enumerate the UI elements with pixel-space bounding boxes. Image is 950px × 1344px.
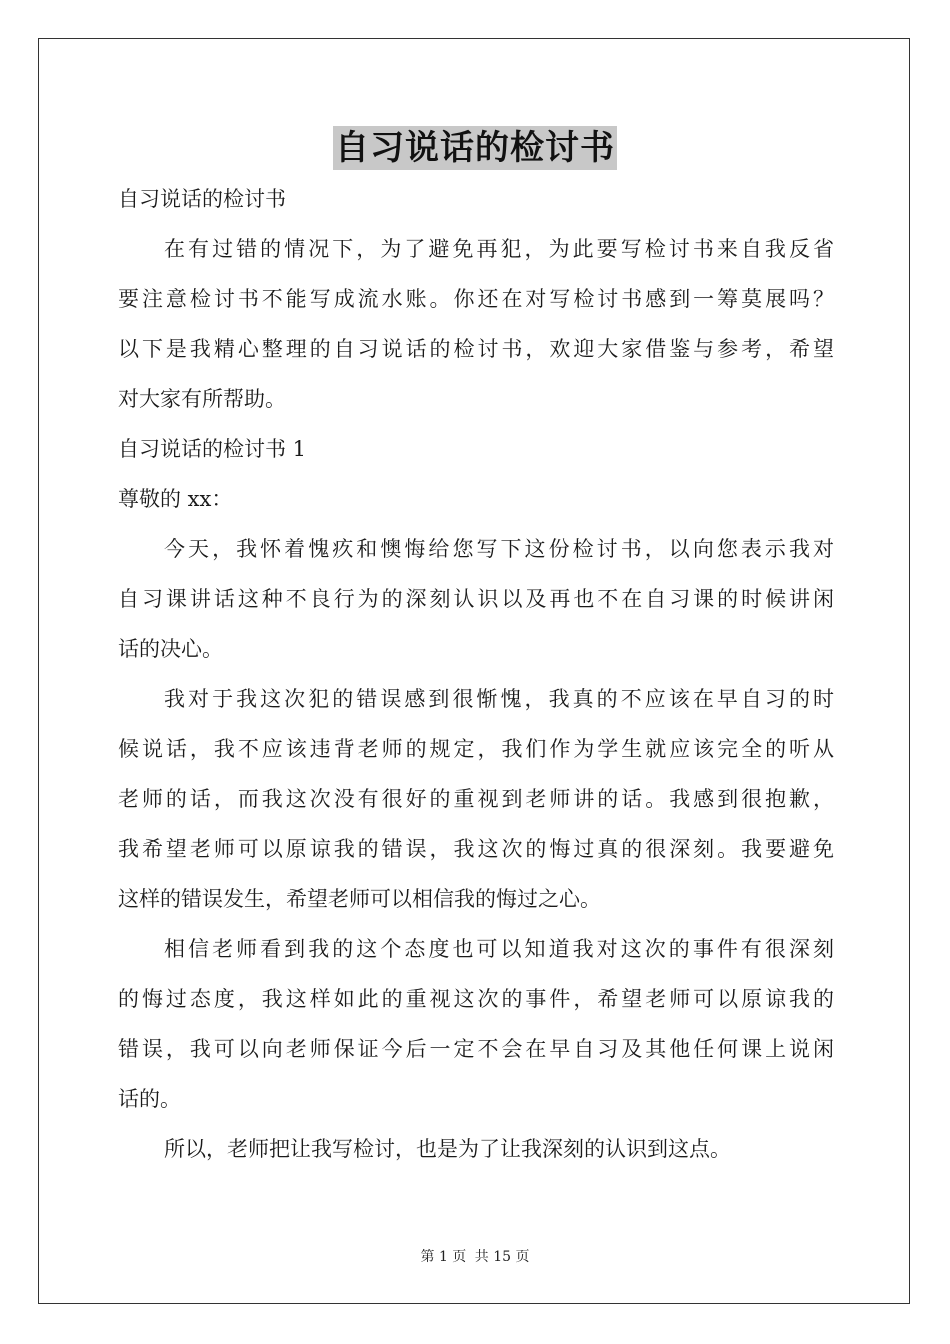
text-line: 对大家有所帮助。 — [118, 387, 286, 411]
text-line: 所以，老师把让我写检讨，也是为了让我深刻的认识到这点。 — [164, 1137, 731, 1161]
text-line: 以下是我精心整理的自习说话的检讨书，欢迎大家借鉴与参考，希望 — [118, 337, 834, 361]
document-title: 自习说话的检讨书 — [335, 128, 615, 168]
text-line: 的悔过态度，我这样如此的重视这次的事件，希望老师可以原谅我的 — [118, 987, 834, 1011]
page-number: 第 1 页 — [420, 1249, 467, 1265]
text-line: 自习说话的检讨书 1 — [118, 437, 307, 461]
text-line: 错误，我可以向老师保证今后一定不会在早自习及其他任何课上说闲 — [118, 1037, 834, 1061]
page-footer — [0, 1246, 950, 1266]
document-body — [118, 174, 834, 1174]
title-container — [0, 126, 950, 170]
text-line: 相信老师看到我的这个态度也可以知道我对这次的事件有很深刻 — [164, 937, 834, 961]
text-line: 自习说话的检讨书 — [118, 187, 286, 211]
text-line: 话的。 — [118, 1087, 181, 1111]
text-line: 候说话，我不应该违背老师的规定，我们作为学生就应该完全的听从 — [118, 737, 834, 761]
text-line: 自习课讲话这种不良行为的深刻认识以及再也不在自习课的时候讲闲 — [118, 587, 834, 611]
page-total: 共 15 页 — [474, 1249, 530, 1265]
text-line: 在有过错的情况下，为了避免再犯，为此要写检讨书来自我反省 — [164, 237, 834, 261]
text-line: 这样的错误发生，希望老师可以相信我的悔过之心。 — [118, 887, 601, 911]
text-line: 我对于我这次犯的错误感到很惭愧，我真的不应该在早自习的时 — [164, 687, 834, 711]
text-line: 我希望老师可以原谅我的错误，我这次的悔过真的很深刻。我要避免 — [118, 837, 834, 861]
text-line: 尊敬的 xx： — [118, 487, 233, 511]
text-line: 今天，我怀着愧疚和懊悔给您写下这份检讨书，以向您表示我对 — [164, 537, 834, 561]
text-line: 话的决心。 — [118, 637, 223, 661]
text-line: 老师的话，而我这次没有很好的重视到老师讲的话。我感到很抱歉， — [118, 787, 834, 811]
text-line: 要注意检讨书不能写成流水账。你还在对写检讨书感到一筹莫展吗？ — [118, 287, 834, 311]
